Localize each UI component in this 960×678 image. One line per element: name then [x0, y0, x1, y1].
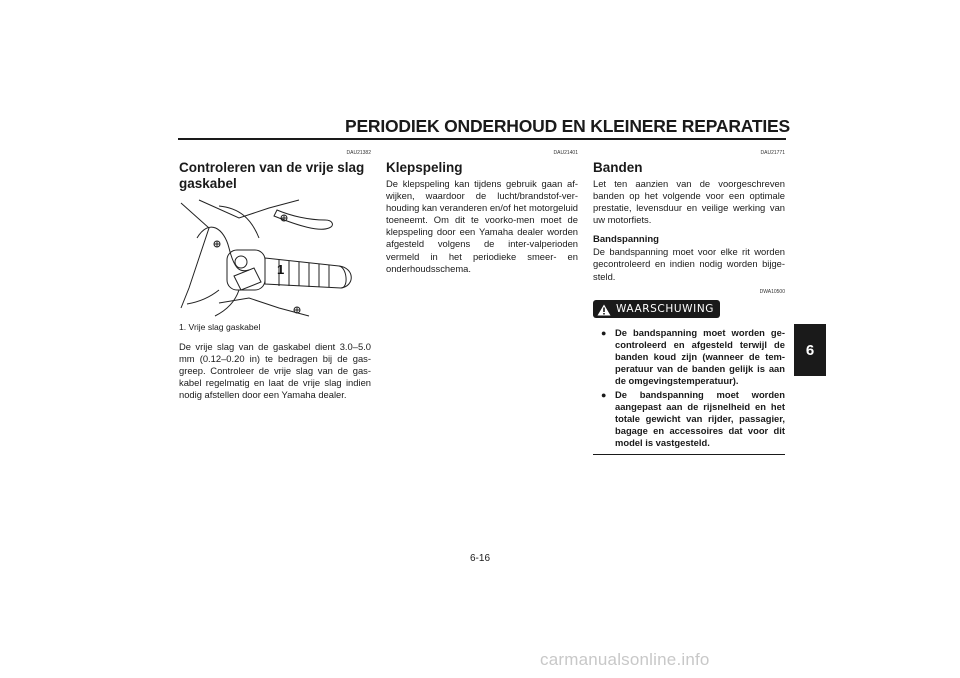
- warning-code: DWA10500: [759, 288, 785, 295]
- column-throttle-cable: [179, 150, 371, 401]
- warning-label: WAARSCHUWING: [616, 302, 715, 315]
- section-body: De vrije slag van de gaskabel dient 3.0–5.0 mm (0.12–0.20 in) te bedragen bij de gas-greep. Controleer de vrije slag van de gas-kabel regelmatig en laat de vrije slag indien nodig afstellen door een Yamaha dealer.: [179, 341, 371, 401]
- warning-item: [593, 389, 785, 450]
- page-number: 6-16: [469, 553, 490, 564]
- column-valve-clearance: [386, 150, 578, 275]
- section-heading: Banden: [593, 160, 643, 175]
- throttle-grip-illustration: [179, 198, 371, 318]
- figure-caption: 1. Vrije slag gaskabel: [179, 322, 261, 332]
- watermark[interactable]: carmanualsonline.info: [540, 650, 710, 669]
- figure-callout-1: 1: [277, 262, 285, 277]
- bullet-icon: ●: [601, 389, 607, 400]
- column-tires: [593, 150, 785, 455]
- warning-triangle-icon: [597, 303, 611, 315]
- warning-end-rule: [593, 454, 785, 456]
- subsection-heading: Bandspanning: [593, 234, 659, 246]
- chapter-tab: 6: [794, 324, 826, 376]
- warning-item-text: De bandspanning moet worden aangepast aan de rijsnelheid en het totale gewicht van rijder, passagier, bagage en accessoires dat voor dit model is vastgesteld.: [615, 388, 785, 449]
- section-code: DAU21401: [553, 150, 578, 156]
- warning-badge: [593, 300, 720, 318]
- warning-item-text: De bandspanning moet worden ge-controleerd en afgesteld terwijl de banden koud zijn (wanneer de tem-peratuur van de banden gelijk is aan de omgevingstemperatuur).: [615, 326, 785, 387]
- section-code: DAU21382: [346, 150, 371, 156]
- section-heading: Controleren van de vrije slag gaskabel: [179, 160, 365, 191]
- subsection-body: De bandspanning moet voor elke rit worden gecontroleerd en indien nodig worden bijge-steld.: [593, 246, 785, 282]
- header-rule: [178, 138, 786, 140]
- section-intro: Let ten aanzien van de voorgeschreven banden op het volgende voor een optimale prestatie, levensduur en veilige werking van uw motorfiets.: [593, 178, 785, 226]
- warning-item: [593, 327, 785, 388]
- section-heading: Klepspeling: [386, 160, 463, 175]
- page-header-title: PERIODIEK ONDERHOUD EN KLEINERE REPARATIES: [344, 116, 790, 136]
- throttle-grip-figure: [179, 198, 371, 318]
- warning-list: [593, 327, 785, 450]
- bullet-icon: ●: [601, 327, 607, 338]
- section-code: DAU21771: [760, 150, 785, 156]
- section-body: De klepspeling kan tijdens gebruik gaan af-wijken, waardoor de lucht/brandstof-ver-houding kan veranderen en/of het motorgeluid toeneemt. Om dit te voorko-men moet de klepspeling door een Yamaha dealer worden afgesteld volgens de inter-valperioden vermeld in het periodieke smeer- en onderhoudsschema.: [386, 178, 578, 274]
